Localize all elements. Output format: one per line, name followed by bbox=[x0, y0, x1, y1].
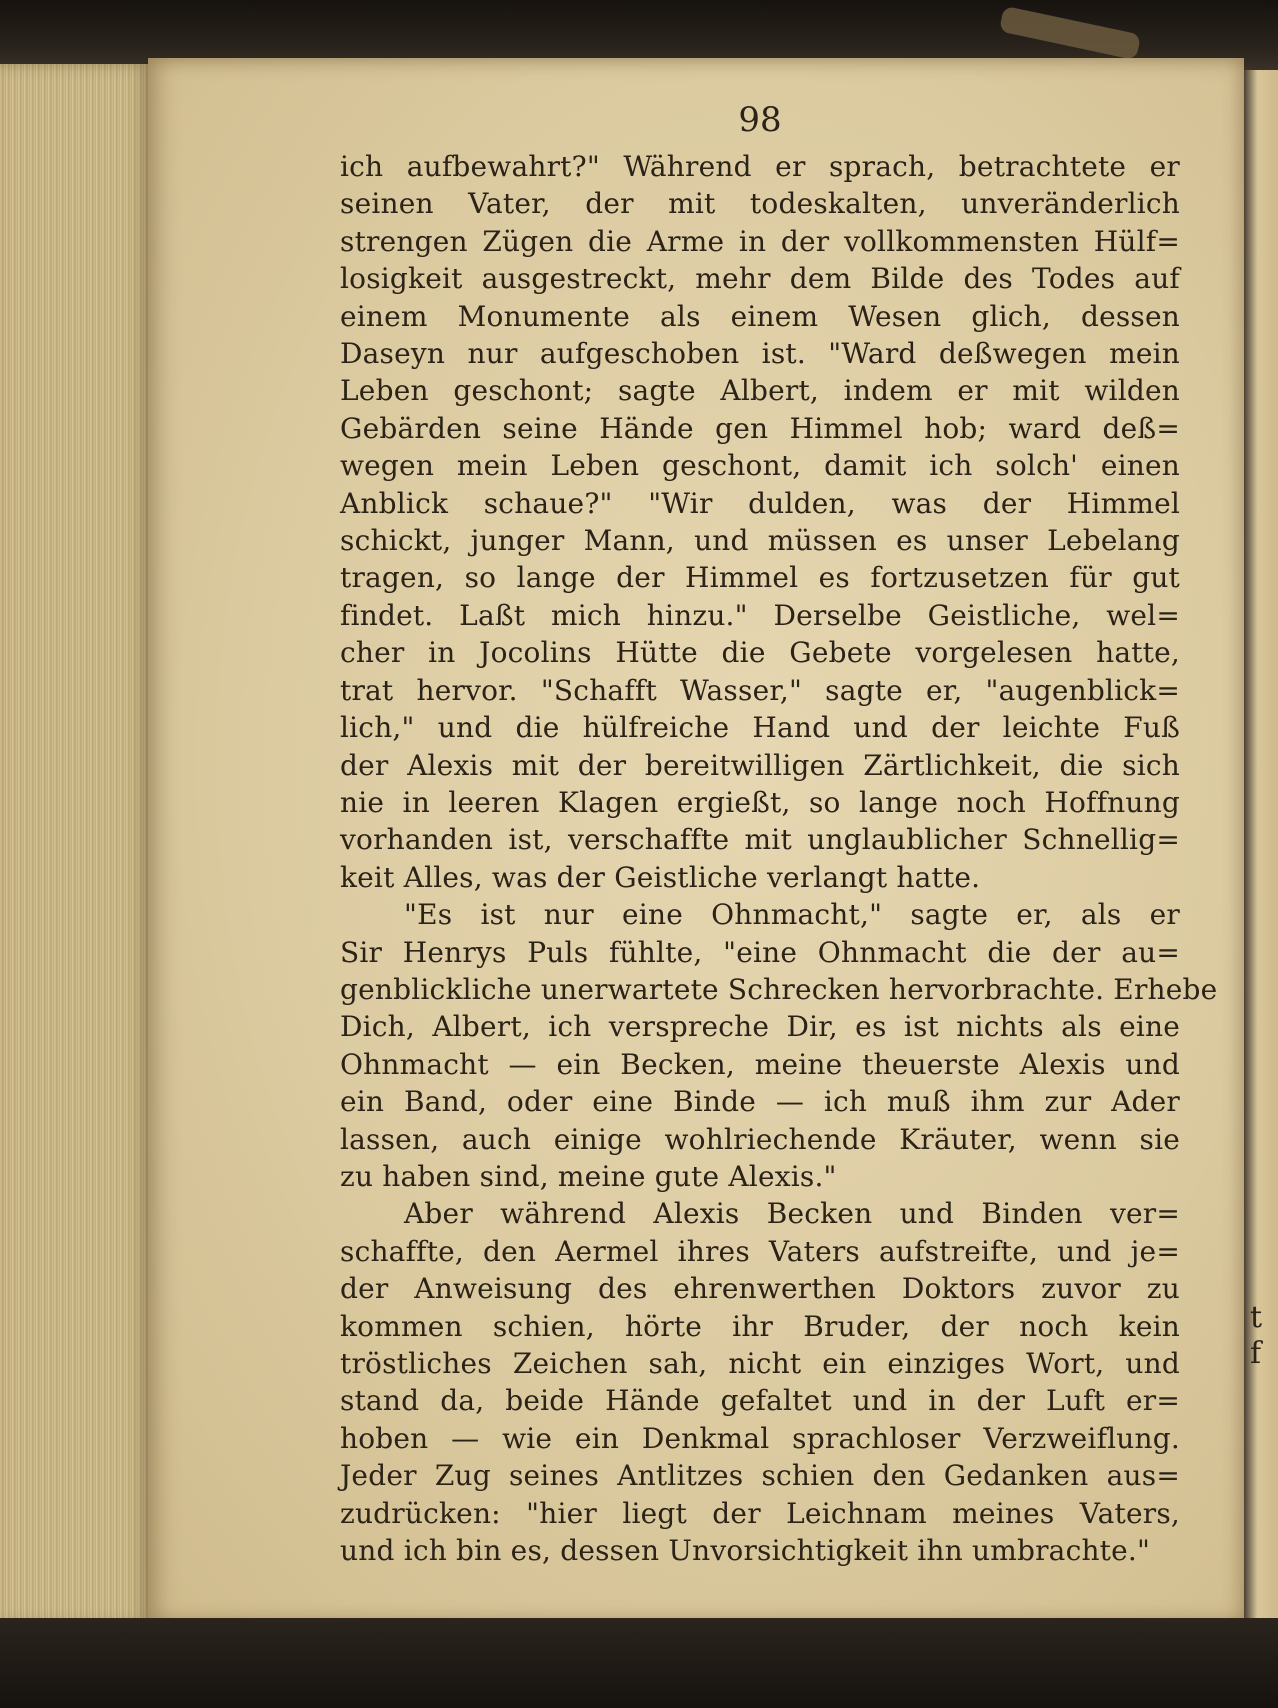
next-page-fragment-2: f bbox=[1250, 1336, 1262, 1371]
text-line: hoben — wie ein Denkmal sprachloser Verzweiflung. bbox=[340, 1421, 1180, 1455]
text-line: lich," und die hülfreiche Hand und der leichte Fuß bbox=[340, 711, 1180, 745]
text-line: losigkeit ausgestreckt, mehr dem Bilde des Todes auf bbox=[340, 262, 1180, 296]
text-line: nie in leeren Klagen ergießt, so lange noch Hoffnung bbox=[340, 785, 1180, 819]
next-page-fragment-1: t bbox=[1250, 1300, 1263, 1335]
text-line: findet. Laßt mich hinzu." Derselbe Geistliche, wel= bbox=[340, 598, 1180, 632]
text-line: schaffte, den Aermel ihres Vaters aufstreifte, und je= bbox=[340, 1234, 1180, 1268]
text-line: strengen Zügen die Arme in der vollkommensten Hülf= bbox=[340, 224, 1180, 258]
paragraph bbox=[340, 896, 1218, 1195]
text-line: kommen schien, hörte ihr Bruder, der noch kein bbox=[340, 1309, 1180, 1343]
paragraph bbox=[340, 1195, 1180, 1569]
text-line: schickt, junger Mann, und müssen es unser Lebelang bbox=[340, 524, 1180, 558]
text-line: tröstliches Zeichen sah, nicht ein einziges Wort, und bbox=[340, 1347, 1180, 1380]
paragraph bbox=[340, 148, 1180, 896]
text-line: zudrücken: "hier liegt der Leichnam meines Vaters, bbox=[340, 1496, 1180, 1530]
text-line: Dich, Albert, ich verspreche Dir, es ist nichts als eine bbox=[340, 1010, 1180, 1044]
text-line: Ohnmacht — ein Becken, meine theuerste Alexis und bbox=[340, 1047, 1180, 1081]
text-line: stand da, beide Hände gefaltet und in der Luft er= bbox=[340, 1384, 1180, 1418]
book-cover-bottom bbox=[0, 1618, 1278, 1708]
text-line: vorhanden ist, verschaffte mit unglaublicher Schnellig= bbox=[340, 823, 1180, 857]
page-edges-left bbox=[0, 64, 150, 1624]
text-line: der Anweisung des ehrenwerthen Doktors zuvor zu bbox=[340, 1272, 1180, 1306]
text-line: zu haben sind, meine gute Alexis." bbox=[340, 1159, 837, 1193]
text-line: Anblick schaue?" "Wir dulden, was der Himmel bbox=[340, 486, 1180, 520]
text-line: trat hervor. "Schafft Wasser," sagte er, "augenblick= bbox=[340, 673, 1180, 707]
text-line: Aber während Alexis Becken und Binden ver= bbox=[404, 1197, 1180, 1231]
text-line: genblickliche unerwartete Schrecken hervorbrachte. Erhebe bbox=[340, 972, 1218, 1006]
text-line: tragen, so lange der Himmel es fortzusetzen für gut bbox=[340, 561, 1180, 595]
text-line: Sir Henrys Puls fühlte, "eine Ohnmacht die der au= bbox=[340, 935, 1180, 969]
text-line: keit Alles, was der Geistliche verlangt hatte. bbox=[340, 860, 981, 894]
text-line: der Alexis mit der bereitwilligen Zärtlichkeit, die sich bbox=[340, 748, 1180, 782]
text-line: wegen mein Leben geschont, damit ich solch' einen bbox=[340, 449, 1180, 483]
text-line: und ich bin es, dessen Unvorsichtigkeit ihn umbrachte." bbox=[340, 1534, 1151, 1568]
text-line: cher in Jocolins Hütte die Gebete vorgelesen hatte, bbox=[340, 636, 1180, 670]
text-line: Jeder Zug seines Antlitzes schien den Gedanken aus= bbox=[340, 1459, 1180, 1493]
text-line: ein Band, oder eine Binde — ich muß ihm zur Ader bbox=[340, 1085, 1180, 1119]
text-line: "Es ist nur eine Ohnmacht," sagte er, als er bbox=[404, 898, 1180, 932]
page-number: 98 bbox=[738, 100, 782, 140]
text-line: seinen Vater, der mit todeskalten, unveränderlich bbox=[340, 187, 1180, 221]
next-page-fragment bbox=[1250, 1300, 1278, 1440]
body-text bbox=[340, 148, 1218, 1569]
text-line: ich aufbewahrt?" Während er sprach, betrachtete er bbox=[340, 150, 1180, 183]
text-line: Leben geschont; sagte Albert, indem er mit wilden bbox=[340, 374, 1180, 408]
text-line: Gebärden seine Hände gen Himmel hob; ward deß= bbox=[340, 411, 1180, 445]
text-line: einem Monumente als einem Wesen glich, dessen bbox=[340, 299, 1180, 333]
text-line: Daseyn nur aufgeschoben ist. "Ward deßwegen mein bbox=[340, 337, 1180, 371]
text-line: lassen, auch einige wohlriechende Kräuter, wenn sie bbox=[340, 1122, 1180, 1156]
